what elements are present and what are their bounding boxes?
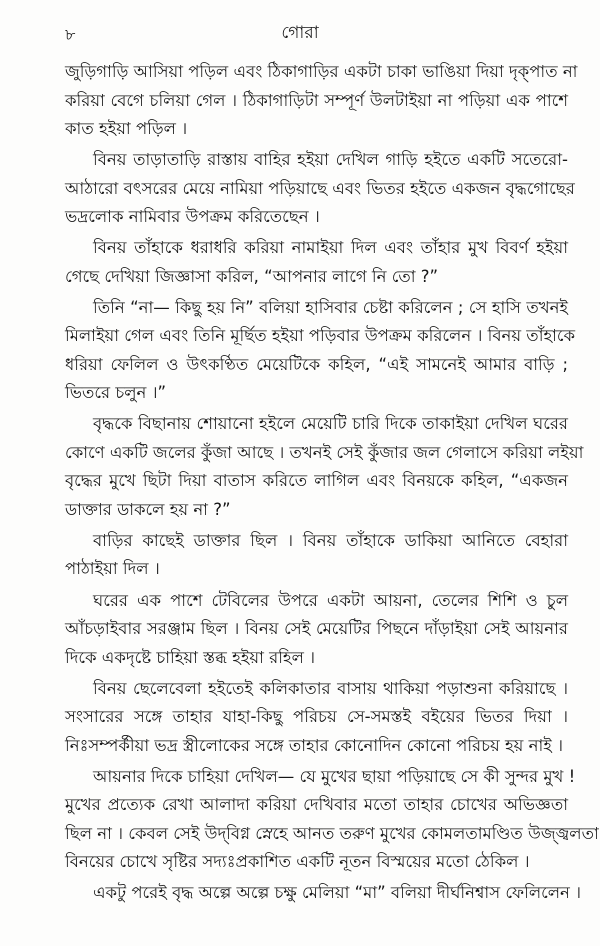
text-line: মিলাইয়া গেল এবং তিনি মূর্ছিত হইয়া পড়িবার উপক্রম করিলেন । বিনয় তাঁহাকে xyxy=(65,326,576,346)
text-line: মুখের প্রত্যেক রেখা আলাদা করিয়া দেখিবার মতো তাহার চোখের অভিজ্ঞতা xyxy=(65,795,568,815)
text-line: ডাক্তার ডাকলে হয় না ?” xyxy=(65,499,231,519)
text-line: করিয়া বেগে চলিয়া গেল । ঠিকাগাড়িটা সম্পূর্ণ উলটাইয়া না পড়িয়া এক পাশে xyxy=(65,90,568,110)
text-line: ভদ্রলোক নামিবার উপক্রম করিতেছেন । xyxy=(65,207,320,227)
paragraph xyxy=(65,763,599,877)
text-line: আঠারো বৎসরের মেয়ে নামিয়া পড়িয়াছে এবং ভিতর হইতে একজন বৃদ্ধগোছের xyxy=(65,178,575,198)
text-line: বিনয় ছেলেবেলা হইতেই কলিকাতার বাসায় থাকিয়া পড়াশুনা করিয়াছে । xyxy=(93,678,568,698)
paragraph xyxy=(65,58,578,144)
paragraph xyxy=(65,587,568,673)
text-line: পাঠাইয়া দিল । xyxy=(65,559,160,579)
paragraph xyxy=(65,879,582,908)
paragraph xyxy=(65,527,568,584)
text-line: আয়নার দিকে চাহিয়া দেখিল— যে মুখের ছায়া পড়িয়াছে সে কী সুন্দর মুখ ! xyxy=(93,766,576,786)
text-line: দিকে একদৃষ্টে চাহিয়া স্তব্ধ হইয়া রহিল । xyxy=(65,647,316,667)
text-line: জুড়িগাড়ি আসিয়া পড়িল এবং ঠিকাগাড়ির একটা চাকা ভাঙিয়া দিয়া দৃক্‌পাত না xyxy=(65,62,578,81)
text-line: কাত হইয়া পড়িল । xyxy=(65,119,188,138)
text-line: তিনি “না— কিছু হয় নি” বলিয়া হাসিবার চেষ্টা করিলেন ; সে হাসি তখনই xyxy=(93,297,568,317)
text-line: ঘরের এক পাশে টেবিলের উপরে একটা আয়না, তেলের শিশি ও চুল xyxy=(93,590,568,610)
text-line: সংসারের সঙ্গে তাহার যাহা-কিছু পরিচয় সে-সমস্তই বইয়ের ভিতর দিয়া । xyxy=(65,707,568,727)
text-line: বিনয় তাড়াতাড়ি রাস্তায় বাহির হইয়া দেখিল গাড়ি হইতে একটি সতেরো- xyxy=(93,150,568,170)
text-line: বিনয় তাঁহাকে ধরাধরি করিয়া নামাইয়া দিল এবং তাঁহার মুখ বিবর্ণ হইয়া xyxy=(93,238,568,258)
text-line: কোণে একটি জলের কুঁজা আছে । তখনই সেই কুঁজার জল গেলাসে করিয়া লইয়া xyxy=(65,442,584,462)
text-line: একটু পরেই বৃদ্ধ অল্পে অল্পে চক্ষু মেলিয়া “মা” বলিয়া দীর্ঘনিশ্বাস ফেলিলেন । xyxy=(93,883,582,903)
text-line: ছিল না । কেবল সেই উদ্‌বিগ্ন স্নেহে আনত তরুণ মুখের কোমলতামণ্ডিত উজ্জ্বলতা xyxy=(65,823,599,843)
text-line: বৃদ্ধের মুখে ছিটা দিয়া বাতাস করিতে লাগিল এবং বিনয়কে কহিল, “একজন xyxy=(65,471,568,491)
paragraph xyxy=(65,410,584,524)
running-title: গোরা xyxy=(281,23,319,43)
paragraph xyxy=(65,675,568,761)
text-line: আঁচড়াইবার সরঞ্জাম ছিল । বিনয় সেই মেয়েটির পিছনে দাঁড়াইয়া সেই আয়নার xyxy=(65,619,568,639)
body-text xyxy=(65,58,599,910)
paragraph xyxy=(65,294,576,408)
text-line: ধরিয়া ফেলিল ও উৎকণ্ঠিত মেয়েটিকে কহিল, “এই সামনেই আমার বাড়ি ; xyxy=(65,354,568,374)
paragraph xyxy=(65,234,568,291)
text-line: গেছে দেখিয়া জিজ্ঞাসা করিল, “আপনার লাগে নি তো ?” xyxy=(65,266,439,286)
text-line: নিঃসম্পর্কীয়া ভদ্র স্ত্রীলোকের সঙ্গে তাহার কোনোদিন কোনো পরিচয় হয় নাই । xyxy=(65,735,563,755)
text-line: ভিতরে চলুন ।” xyxy=(65,383,167,403)
page-number: ৮ xyxy=(65,25,76,44)
text-line: বাড়ির কাছেই ডাক্তার ছিল । বিনয় তাঁহাকে ডাকিয়া আনিতে বেহারা xyxy=(93,530,568,550)
text-line: বিনয়ের চোখে সৃষ্টির সদ্যঃপ্রকাশিত একটি নূতন বিস্ময়ের মতো ঠেকিল । xyxy=(65,852,530,872)
paragraph xyxy=(65,146,575,232)
text-line: বৃদ্ধকে বিছানায় শোয়ানো হইলে মেয়েটি চারি দিকে তাকাইয়া দেখিল ঘরের xyxy=(93,414,568,434)
